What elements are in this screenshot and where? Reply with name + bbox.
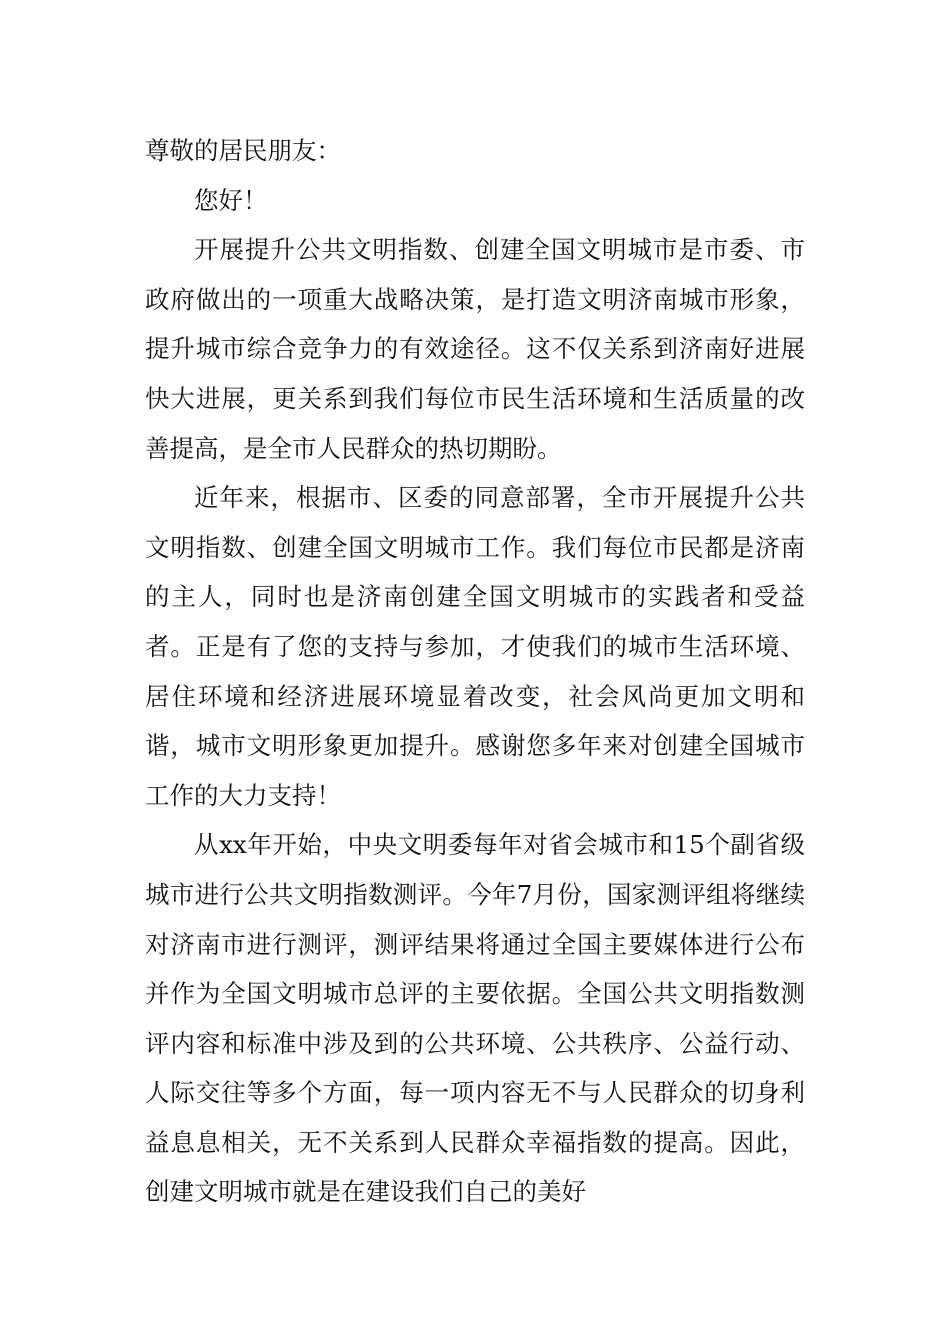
paragraph-1: 开展提升公共文明指数、创建全国文明城市是市委、市政府做出的一项重大战略决策，是打造文明济南城市形象，提升城市综合竞争力的有效途径。这不仅关系到济南好进展快大进展，更关系到我们每位市民生活环境和生活质量的改善提高，是全市人民群众的热切期盼。 [145, 235, 805, 463]
letter-body [145, 126, 805, 1217]
paragraph-3: 从xx年开始，中央文明委每年对省会城市和15个副省级城市进行公共文明指数测评。今年7月份，国家测评组将继续对济南市进行测评，测评结果将通过全国主要媒体进行公布并作为全国文明城市总评的主要依据。全国公共文明指数测评内容和标准中涉及到的公共环境、公共秩序、公益行动、人际交往等多个方面，每一项内容无不与人民群众的切身利益息息相关，无不关系到人民群众幸福指数的提高。因此，创建文明城市就是在建设我们自己的美好 [145, 830, 805, 1207]
salutation: 尊敬的居民朋友： [145, 136, 341, 165]
paragraph-2: 近年来，根据市、区委的同意部署，全市开展提升公共文明指数、创建全国文明城市工作。我们每位市民都是济南的主人，同时也是济南创建全国文明城市的实践者和受益者。正是有了您的支持与参加，才使我们的城市生活环境、居住环境和经济进展环境显着改变，社会风尚更加文明和谐，城市文明形象更加提升。感谢您多年来对创建全国城市工作的大力支持！ [145, 483, 805, 810]
greeting-line: 您好！ [194, 185, 268, 215]
